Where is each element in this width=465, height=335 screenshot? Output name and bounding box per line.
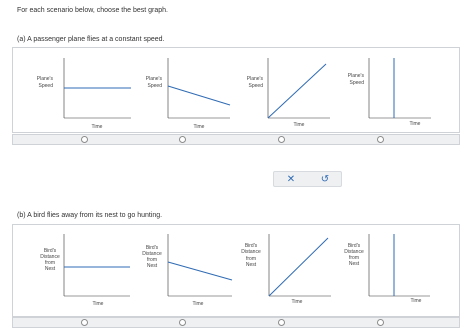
graph-b3-ylabel-1: Bird's bbox=[244, 243, 258, 249]
graph-b2-line bbox=[168, 262, 232, 280]
instruction-text: For each scenario below, choose the best graph. bbox=[17, 7, 168, 14]
graph-a3 bbox=[238, 58, 333, 130]
choice-a4-radio[interactable] bbox=[377, 136, 384, 143]
graph-a2-xlabel: Time bbox=[193, 124, 205, 130]
graph-b3-xlabel: Time bbox=[291, 299, 303, 305]
choice-b2-radio[interactable] bbox=[179, 319, 186, 326]
part-b-label: (b) A bird flies away from its nest to go hunting. bbox=[17, 212, 163, 219]
graph-b2-xlabel: Time bbox=[192, 301, 204, 307]
graph-a2 bbox=[140, 58, 235, 130]
graph-a2-ylabel-1: Plane's bbox=[145, 76, 162, 82]
graph-a1-xlabel: Time bbox=[91, 124, 103, 130]
graph-b1-ylabel-3: from bbox=[45, 260, 55, 266]
graph-a1-ylabel-1: Plane's bbox=[36, 76, 53, 82]
graph-a3-line bbox=[268, 64, 326, 118]
graph-b3-ylabel-4: Nest bbox=[245, 262, 257, 268]
part-b-choice-row bbox=[12, 317, 460, 328]
answer-toolbar bbox=[273, 171, 342, 187]
graph-a3-xlabel: Time bbox=[293, 122, 305, 128]
graph-b1-xlabel: Time bbox=[92, 301, 104, 307]
graph-a2-line bbox=[168, 86, 230, 105]
choice-b4-radio[interactable] bbox=[377, 319, 384, 326]
graph-a1-ylabel-2: Speed bbox=[38, 83, 53, 89]
part-a-label: (a) A passenger plane flies at a constant speed. bbox=[17, 36, 165, 43]
graph-a3-ylabel-2: Speed bbox=[248, 83, 263, 89]
graph-a4-xlabel: Time bbox=[409, 121, 421, 127]
graph-a3-ylabel-1: Plane's bbox=[246, 76, 263, 82]
choice-a3-radio[interactable] bbox=[278, 136, 285, 143]
part-a-choice-row bbox=[12, 134, 460, 145]
graph-a2-ylabel-2: Speed bbox=[147, 83, 162, 89]
graph-b1-ylabel-2: Distance bbox=[40, 254, 60, 260]
choice-b1-radio[interactable] bbox=[81, 319, 88, 326]
graph-a4 bbox=[336, 58, 431, 130]
graph-b4 bbox=[334, 230, 429, 312]
close-icon: ✕ bbox=[286, 173, 296, 185]
graph-b2 bbox=[136, 230, 231, 312]
graph-b2-ylabel-2: Distance bbox=[142, 251, 162, 257]
graph-b3 bbox=[236, 230, 331, 312]
graph-b2-ylabel-4: Nest bbox=[146, 263, 158, 269]
choice-a2-radio[interactable] bbox=[179, 136, 186, 143]
graph-a4-ylabel-2: Speed bbox=[349, 80, 364, 86]
graph-b4-ylabel-2: Distance bbox=[344, 249, 364, 255]
undo-button[interactable] bbox=[308, 172, 342, 186]
graph-b1-ylabel-1: Bird's bbox=[43, 248, 57, 254]
choice-b3-radio[interactable] bbox=[278, 319, 285, 326]
choice-a1-radio[interactable] bbox=[81, 136, 88, 143]
graph-b1-ylabel-4: Nest bbox=[44, 266, 56, 272]
graph-a1 bbox=[36, 58, 131, 130]
graph-b3-ylabel-3: from bbox=[246, 256, 256, 262]
graph-b4-ylabel-1: Bird's bbox=[347, 243, 361, 249]
graph-b2-ylabel-1: Bird's bbox=[145, 245, 159, 251]
clear-button[interactable] bbox=[274, 172, 308, 186]
graph-b3-ylabel-2: Distance bbox=[241, 249, 261, 255]
graph-a4-ylabel-1: Plane's bbox=[347, 73, 364, 79]
graph-b1 bbox=[32, 230, 127, 312]
graph-b4-xlabel: Time bbox=[410, 298, 422, 304]
graph-b4-ylabel-4: Nest bbox=[348, 261, 360, 267]
graph-b4-ylabel-3: from bbox=[349, 255, 359, 261]
graph-b2-ylabel-3: from bbox=[147, 257, 157, 263]
undo-icon: ↺ bbox=[320, 173, 330, 185]
graph-b3-line bbox=[269, 238, 328, 296]
